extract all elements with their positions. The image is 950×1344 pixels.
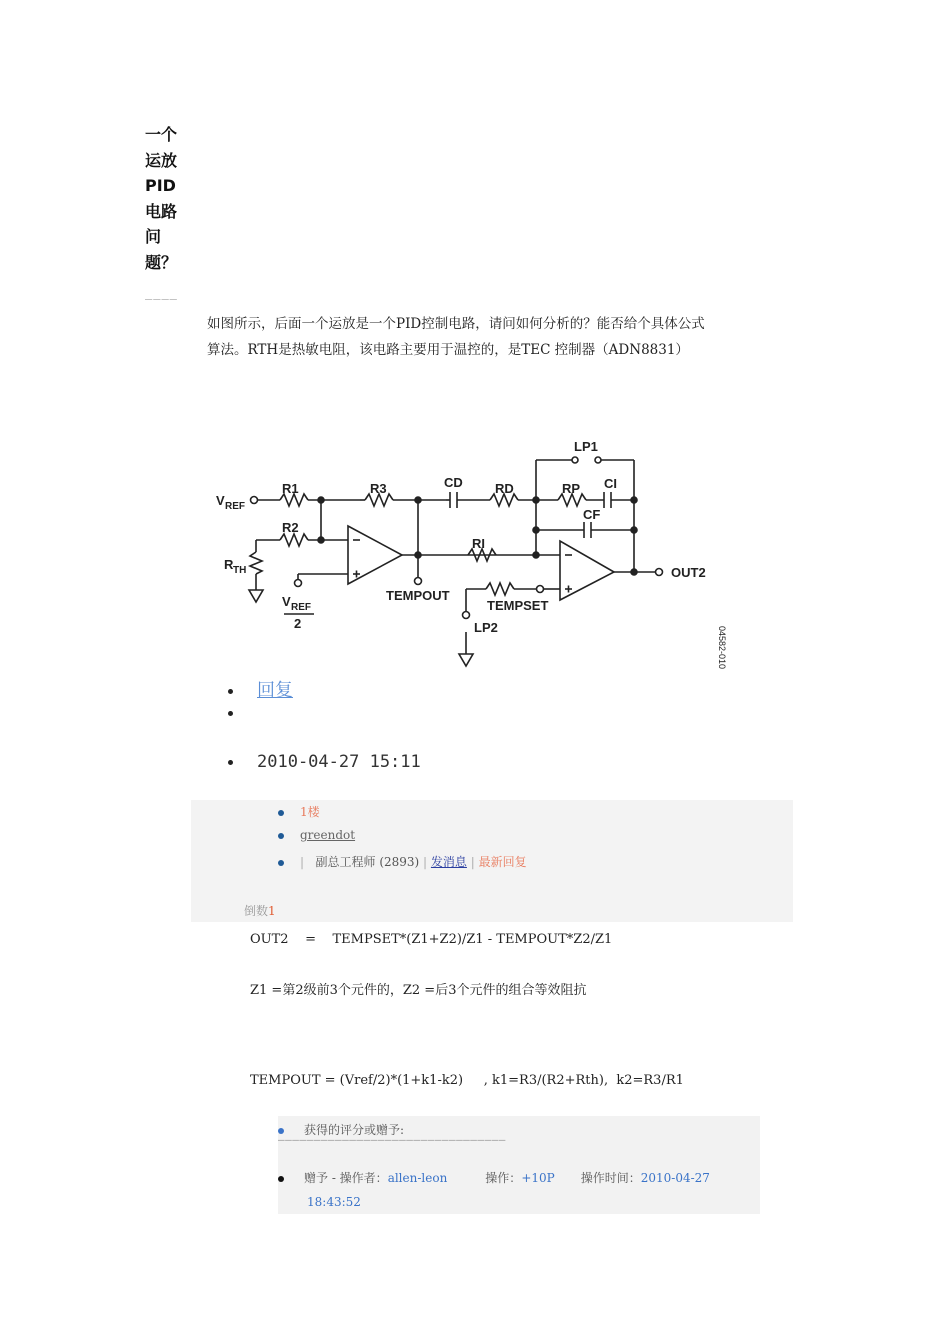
separator: |: [423, 855, 428, 869]
answer-line-2: Z1 =第2级前3个元件的，Z2 =后3个元件的组合等效阻抗: [250, 983, 587, 998]
label-rth-sub: TH: [233, 565, 247, 576]
floor-number: 1楼: [300, 805, 320, 819]
label-ci: CI: [604, 476, 617, 491]
op-label: 操作：: [485, 1171, 522, 1185]
list-item: [228, 706, 257, 727]
post-title: [145, 122, 185, 275]
answer-line-1: OUT2 = TEMPSET*(Z1+Z2)/Z1 - TEMPOUT*Z2/Z1: [250, 932, 613, 947]
reply-link[interactable]: 回复: [257, 680, 293, 701]
label-vref2-den: 2: [294, 616, 302, 631]
gift-entry: [278, 1169, 710, 1186]
label-r2: R2: [282, 520, 299, 535]
operator-name[interactable]: allen-leon: [387, 1171, 448, 1185]
label-cd: CD: [444, 475, 463, 490]
title-line: 运放: [145, 150, 178, 170]
rating-header-text: 获得的评分或赠予:: [304, 1123, 405, 1137]
time-label: 操作时间：: [580, 1171, 641, 1185]
title-line: 问: [145, 227, 162, 246]
label-vref: V: [216, 493, 225, 508]
label-tempset: TEMPSET: [487, 598, 549, 613]
question-body: [207, 311, 767, 363]
list-item: [278, 803, 320, 820]
question-line-2: 算法。RTH是热敏电阻，该电路主要用于温控的，是TEC 控制器（ADN8831）: [207, 342, 689, 358]
pid-circuit-diagram: [210, 432, 740, 676]
question-line-1: 如图所示，后面一个运放是一个PID控制电路，请问如何分析的？能否给个具体公式: [207, 316, 705, 332]
label-vref2: V: [282, 594, 291, 609]
title-line: 电路: [145, 201, 178, 221]
rating-dashes: ————————————————————————————————: [278, 1133, 506, 1146]
title-line: 题？: [145, 252, 178, 272]
label-out2: OUT2: [671, 565, 706, 580]
label-tempout: TEMPOUT: [386, 588, 450, 603]
title-line: PID: [145, 176, 176, 195]
list-item: [228, 751, 421, 772]
label-rp: RP: [562, 481, 581, 496]
figure-id: 04582-010: [717, 626, 727, 670]
separator: |: [470, 855, 475, 869]
op-value: +10P: [521, 1171, 555, 1185]
separator-dashes: ————: [145, 292, 178, 306]
latest-reply-link[interactable]: 最新回复: [478, 855, 527, 869]
separator: |: [300, 855, 305, 869]
label-rd: RD: [495, 481, 514, 496]
label-lp2: LP2: [474, 620, 498, 635]
label-rth: R: [224, 557, 234, 572]
bullet-dot: [278, 833, 284, 839]
title-line: 一个: [145, 125, 178, 144]
bullet-dot: [278, 1176, 284, 1182]
label-r1: R1: [282, 481, 299, 496]
bullet-dot: [278, 860, 284, 866]
op-time: 18:43:52: [307, 1195, 361, 1209]
bullet-dot: [228, 760, 233, 765]
list-item: [228, 676, 293, 702]
bullet-dot: [228, 711, 233, 716]
label-vref-sub: REF: [225, 501, 245, 512]
bullet-dot: [228, 689, 233, 694]
list-item: [278, 853, 527, 870]
user-rank: 副总工程师 (2893): [315, 855, 420, 869]
answer-line-3: TEMPOUT = (Vref/2)*(1+k1-k2) , k1=R3/(R2+Rth), k2=R3/R1: [250, 1073, 684, 1088]
label-vref2-sub: REF: [291, 602, 311, 613]
count-value: 1: [268, 904, 276, 918]
count-label: 倒数: [244, 904, 269, 918]
send-message-link[interactable]: 发消息: [430, 855, 467, 869]
bullet-dot: [278, 810, 284, 816]
username-link[interactable]: greendot: [300, 828, 356, 842]
list-item: [278, 828, 355, 842]
op-date: 2010-04-27: [640, 1171, 710, 1185]
label-cf: CF: [583, 507, 601, 522]
gift-label: 赠予 - 操作者：: [304, 1171, 388, 1185]
label-r3: R3: [370, 481, 387, 496]
label-ri: RI: [472, 536, 485, 551]
post-date: 2010-04-27 15:11: [257, 752, 421, 772]
label-lp1: LP1: [574, 439, 598, 454]
reverse-count: [244, 902, 276, 919]
